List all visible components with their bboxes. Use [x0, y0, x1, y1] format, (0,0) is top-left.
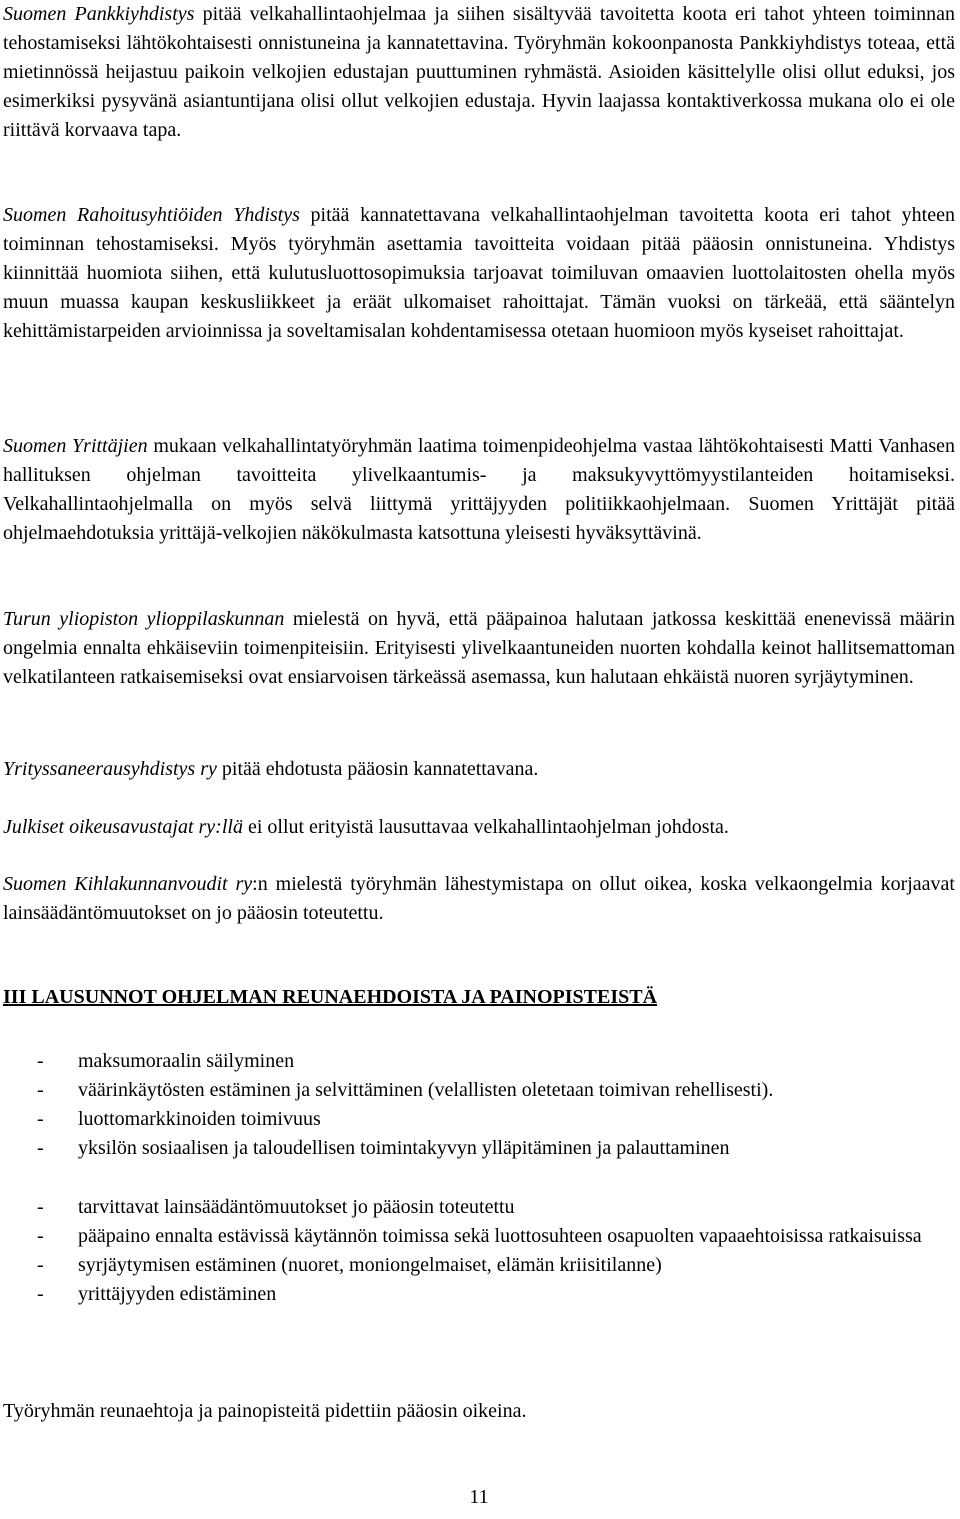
list-item-text: yksilön sosiaalisen ja taloudellisen toimintakyvyn ylläpitäminen ja palauttaminen: [78, 1137, 730, 1159]
paragraph-ylioppilaskunta: [3, 605, 955, 692]
bullet-list-2: [3, 1193, 955, 1309]
dash-bullet: -: [37, 1079, 44, 1101]
closing-statement: Työryhmän reunaehtoja ja painopisteitä pidettiin pääosin oikeina.: [3, 1400, 527, 1422]
bullet-list-1: [3, 1047, 955, 1163]
dash-bullet: -: [37, 1196, 44, 1218]
dash-bullet: -: [37, 1137, 44, 1159]
section-heading: III LAUSUNNOT OHJELMAN REUNAEHDOISTA JA PAINOPISTEISTÄ: [3, 986, 658, 1008]
paragraph-oikeusavustajat: [3, 813, 729, 842]
paragraph-text: pitää velkahallintaohjelmaa ja siihen sisältyvää tavoitetta koota eri tahot yhteen toiminnan tehostamiseksi lähtökohtaisesti onnistuneina ja kannatettavina. Työryhmän kokoonpanosta Pankkiyhdistys toteaa, että mietinnössä heijastuu paikoin velkojien edustajan puuttuminen ryhmästä. Asioiden käsittelylle olisi ollut eduksi, jos esimerkiksi pysyvänä asiantuntijana olisi ollut velkojien edustaja. Hyvin laajassa kontaktiverkossa mukana olo ei ole riittävä korvaava tapa.: [3, 3, 955, 141]
list-item: [3, 1193, 955, 1222]
paragraph-yrityssaneeraus: [3, 755, 538, 784]
page-number: 11: [469, 1486, 489, 1508]
organization-name: Suomen Kihlakunnanvoudit ry: [3, 873, 253, 895]
organization-name: Suomen Rahoitusyhtiöiden Yhdistys: [3, 204, 300, 226]
paragraph-text: pitää kannatettavana velkahallintaohjelman tavoitetta koota eri tahot yhteen toiminnan tehostamiseksi. Myös työryhmän asettamia tavoitteita voidaan pitää pääosin onnistuneina. Yhdistys kiinnittää huomiota siihen, että kulutusluottosopimuksia tarjoavat toimiluvan omaavien luottolaitosten ohella myös muun muassa kaupan keskusliikkeet ja eräät ulkomaiset rahoittajat. Tämän vuoksi on tärkeää, että sääntelyn kehittämistarpeiden arvioinnissa ja soveltamisalan kohdentamisessa otetaan huomioon myös kyseiset rahoittajat.: [3, 204, 955, 342]
paragraph-yrittajat: [3, 432, 955, 548]
organization-name: Julkiset oikeusavustajat ry:llä: [3, 816, 243, 838]
dash-bullet: -: [37, 1225, 44, 1247]
dash-bullet: -: [37, 1050, 44, 1072]
list-item: [3, 1280, 955, 1309]
paragraph-rahoitusyhtiot: [3, 201, 955, 346]
dash-bullet: -: [37, 1283, 44, 1305]
list-item-text: maksumoraalin säilyminen: [78, 1050, 295, 1072]
paragraph-kihlakunnanvoudit: [3, 870, 955, 928]
list-item-text: pääpaino ennalta estävissä käytännön toimissa sekä luottosuhteen osapuolten vapaaehtoisissa ratkaisuissa: [78, 1225, 922, 1247]
list-item: [3, 1105, 955, 1134]
paragraph-pankkiyhdistys: [3, 0, 955, 145]
list-item: [3, 1076, 955, 1105]
organization-name: Turun yliopiston ylioppilaskunnan: [3, 608, 285, 630]
organization-name: Yrityssaneerausyhdistys ry: [3, 758, 217, 780]
paragraph-text: pitää ehdotusta pääosin kannatettavana.: [216, 758, 539, 780]
paragraph-text: :n mielestä työryhmän lähestymistapa on ollut oikea, koska velkaongelmia korjaavat lainsäädäntömuutokset on jo pääosin toteutettu.: [3, 873, 955, 924]
list-item: [3, 1134, 955, 1163]
list-item: [3, 1251, 955, 1280]
list-item: [3, 1047, 955, 1076]
list-item-text: syrjäytymisen estäminen (nuoret, moniongelmaiset, elämän kriisitilanne): [78, 1254, 662, 1276]
list-item-text: yrittäjyyden edistäminen: [78, 1283, 277, 1305]
organization-name: Suomen Yrittäjien: [3, 435, 148, 457]
paragraph-text: ei ollut erityistä lausuttavaa velkahallintaohjelman johdosta.: [242, 816, 729, 838]
list-item-text: tarvittavat lainsäädäntömuutokset jo pääosin toteutettu: [78, 1196, 515, 1218]
dash-bullet: -: [37, 1108, 44, 1130]
list-item: [3, 1222, 955, 1251]
list-item-text: luottomarkkinoiden toimivuus: [78, 1108, 321, 1130]
list-item-text: väärinkäytösten estäminen ja selvittäminen (velallisten oletetaan toimivan rehellisesti).: [78, 1079, 774, 1101]
paragraph-text: mukaan velkahallintatyöryhmän laatima toimenpideohjelma vastaa lähtökohtaisesti Matti Vanhasen hallituksen ohjelman tavoitteita ylivelkaantumis- ja maksukyvyttömyystilanteiden hoitamiseksi. Velkahallintaohjelmalla on myös selvä liittymä yrittäjyyden politiikkaohjelmaan. Suomen Yrittäjät pitää ohjelmaehdotuksia yrittäjä-velkojien näkökulmasta katsottuna yleisesti hyväksyttävinä.: [3, 435, 955, 544]
paragraph-text: mielestä on hyvä, että pääpainoa halutaan jatkossa keskittää enenevissä määrin ongelmia ennalta ehkäiseviin toimenpiteisiin. Erityisesti ylivelkaantuneiden nuorten kohdalla keinot hallitsemattoman velkatilanteen ratkaisemiseksi ovat ensiarvoisen tärkeässä asemassa, kun halutaan ehkäistä nuoren syrjäytyminen.: [3, 608, 956, 688]
dash-bullet: -: [37, 1254, 44, 1276]
organization-name: Suomen Pankkiyhdistys: [3, 3, 195, 25]
